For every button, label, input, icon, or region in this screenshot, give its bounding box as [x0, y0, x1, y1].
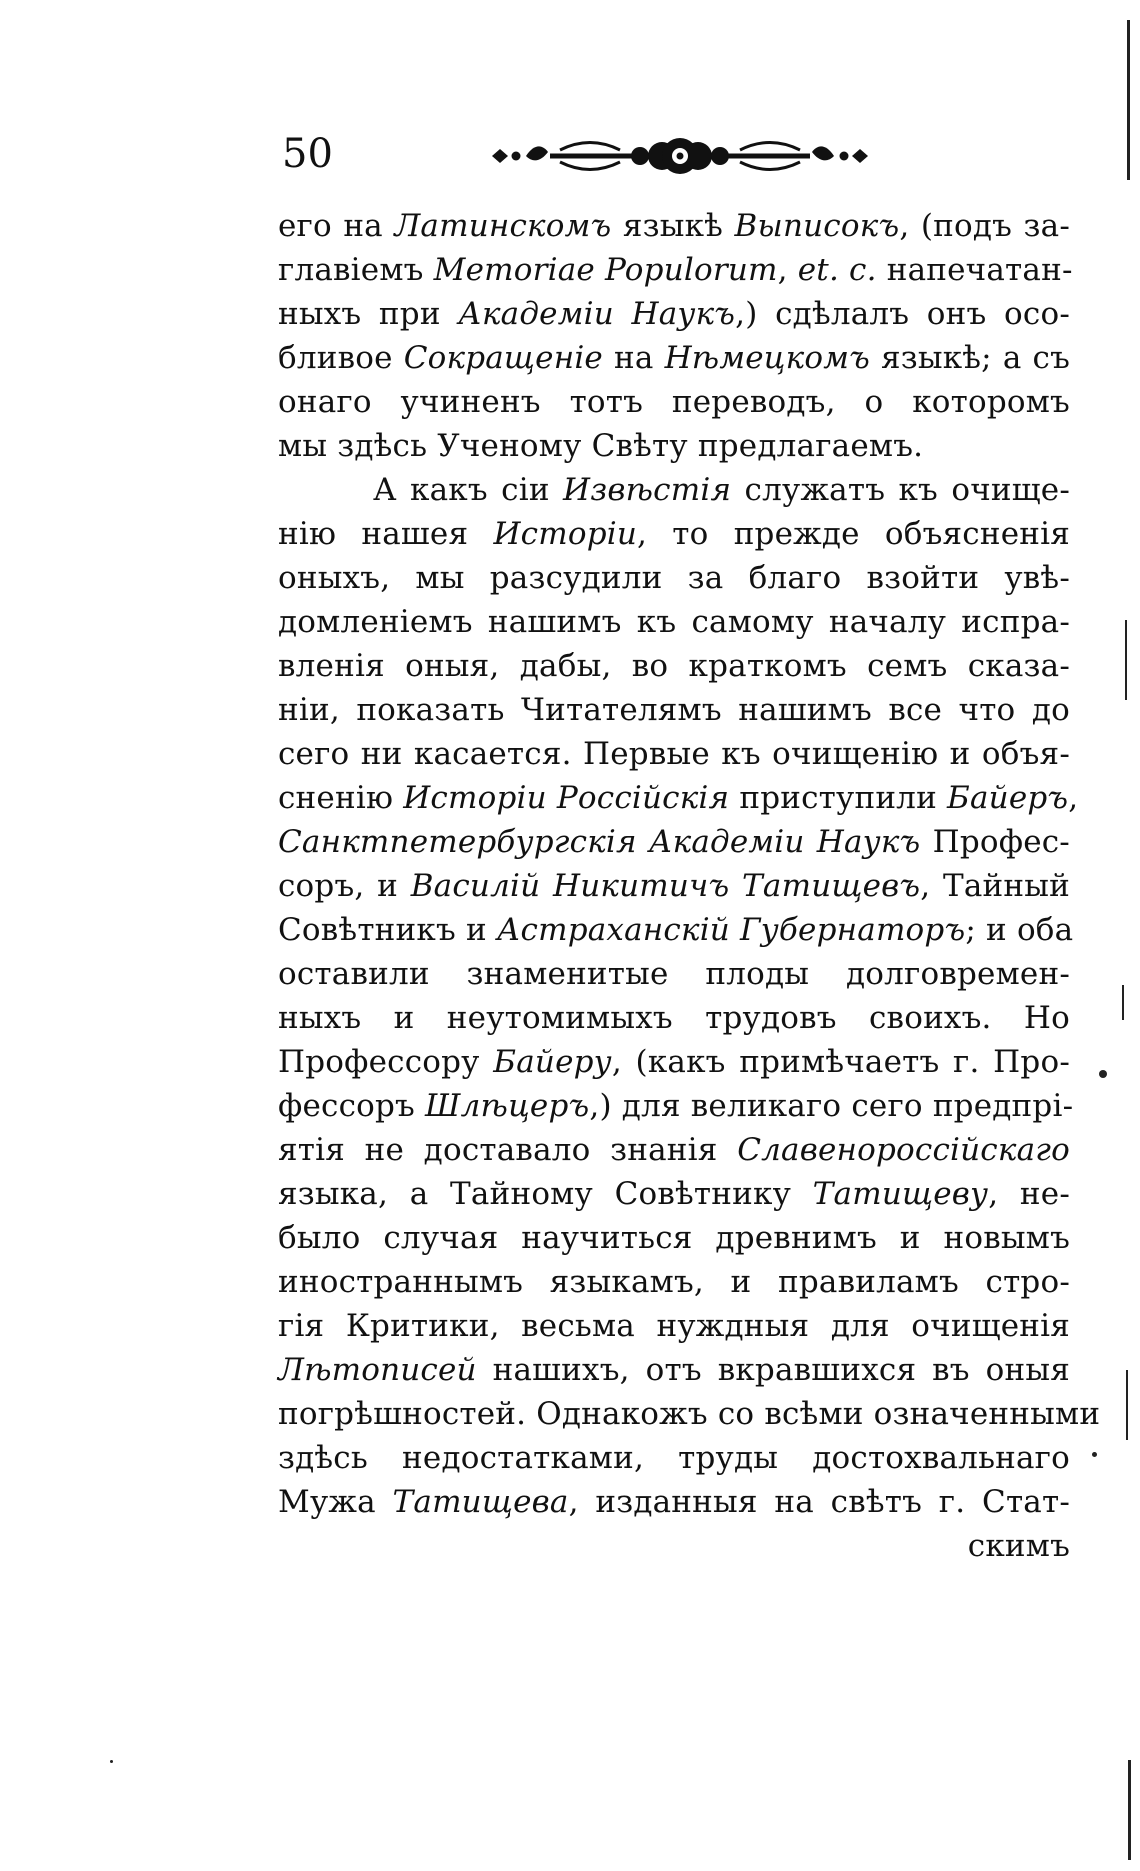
text-line: оныхъ, мы разсудили за благо взойти увѣ-: [278, 560, 1070, 596]
scan-edge-mark: [1126, 1370, 1128, 1440]
text-line: бливое Сокращеніе на Нѣмецкомъ языкѣ; а съ: [278, 340, 1071, 376]
page-number: 50: [282, 131, 333, 177]
italic-term: Нѣмецкомъ: [664, 340, 870, 376]
text-line: мы здѣсь Ученому Свѣту предлагаемъ.: [278, 428, 924, 464]
text-line: главіемъ Memoriae Populorum, et. c. напечатан-: [278, 252, 1073, 288]
text-line: его на Латинскомъ языкѣ Выписокъ, (подъ за-: [278, 208, 1070, 244]
scan-speck: [1092, 1452, 1097, 1457]
text-line: соръ, и Василій Никитичъ Татищевъ, Тайный: [278, 868, 1071, 904]
text-line: языка, а Тайному Совѣтнику Татищеву, не-: [278, 1176, 1070, 1212]
italic-term: Астраханскій Губернаторъ: [496, 912, 966, 948]
text-line: ніи, показать Читателямъ нашимъ все что до: [278, 692, 1070, 728]
text-line: ныхъ и неутомимыхъ трудовъ своихъ. Но: [278, 1000, 1070, 1036]
italic-term: Шлѣцеръ: [425, 1088, 590, 1124]
catchword: скимъ: [967, 1528, 1070, 1564]
italic-term: et. c.: [797, 252, 877, 288]
italic-term: Славенороссійскаго: [737, 1132, 1070, 1168]
text-line: погрѣшностей. Однакожъ со всѣми означенными: [278, 1396, 1101, 1432]
italic-term: Исторіи: [493, 516, 638, 552]
text-line: было случая научиться древнимъ и новымъ: [278, 1220, 1070, 1256]
text-line: нію нашея Исторіи, то прежде объясненія: [278, 516, 1071, 552]
text-line: ятія не доставало знанія Славенороссійскаго: [278, 1132, 1070, 1168]
scan-edge-mark: [1125, 620, 1127, 700]
italic-term: Татищева: [392, 1484, 569, 1520]
italic-term: Выписокъ: [734, 208, 900, 244]
text-line: домленіемъ нашимъ къ самому началу испра-: [278, 604, 1070, 640]
italic-term: Василій Никитичъ Татищевъ: [410, 868, 921, 904]
scan-edge-mark: [1122, 985, 1124, 1020]
text-line: Совѣтникъ и Астраханскій Губернаторъ; и оба: [278, 912, 1074, 948]
text-line: А какъ сіи Извѣстія служатъ къ очище-: [373, 472, 1070, 508]
italic-term: Исторіи Россійскія: [403, 780, 730, 816]
scan-speck: [110, 1760, 113, 1763]
header-ornament: [490, 136, 870, 176]
italic-term: Извѣстія: [563, 472, 732, 508]
italic-term: Байеръ: [947, 780, 1069, 816]
italic-term: Лѣтописей: [278, 1352, 477, 1388]
text-line: гія Критики, весьма нуждныя для очищенія: [278, 1308, 1070, 1344]
text-line: сего ни касается. Первые къ очищенію и объя-: [278, 736, 1070, 772]
text-line: Мужа Татищева, изданныя на свѣтъ г. Стат-: [278, 1484, 1070, 1520]
text-line: сненію Исторіи Россійскія приступили Байеръ,: [278, 780, 1079, 816]
text-line: вленія оныя, дабы, во краткомъ семъ сказа-: [278, 648, 1070, 684]
italic-term: Латинскомъ: [394, 208, 612, 244]
italic-term: Санктпетербургскія Академіи Наукъ: [278, 824, 921, 860]
text-line: ныхъ при Академіи Наукъ,) сдѣлалъ онъ осо-: [278, 296, 1070, 332]
scan-edge-mark: [1128, 1760, 1131, 1860]
italic-term: Татищеву: [812, 1176, 989, 1212]
text-line: иностраннымъ языкамъ, и правиламъ стро-: [278, 1264, 1070, 1300]
text-line: онаго учиненъ тотъ переводъ, о которомъ: [278, 384, 1070, 420]
text-line: фессоръ Шлѣцеръ,) для великаго сего предпрі-: [278, 1088, 1074, 1124]
scan-edge-mark: [1127, 20, 1130, 180]
text-line: Лѣтописей нашихъ, отъ вкравшихся въ оныя: [278, 1352, 1070, 1388]
text-line: оставили знаменитые плоды долговремен-: [278, 956, 1070, 992]
italic-term: Байеру: [493, 1044, 612, 1080]
body-text: [278, 204, 1101, 1568]
text-line: Санктпетербургскія Академіи Наукъ Профес-: [278, 824, 1070, 860]
scan-speck: [1099, 1070, 1107, 1078]
text-line: здѣсь недостатками, труды достохвальнаго: [278, 1440, 1070, 1476]
italic-term: Memoriae Populorum: [433, 252, 778, 288]
italic-term: Академіи Наукъ: [458, 296, 736, 332]
italic-term: Сокращеніе: [403, 340, 603, 376]
text-line: Профессору Байеру, (какъ примѣчаетъ г. Про-: [278, 1044, 1070, 1080]
